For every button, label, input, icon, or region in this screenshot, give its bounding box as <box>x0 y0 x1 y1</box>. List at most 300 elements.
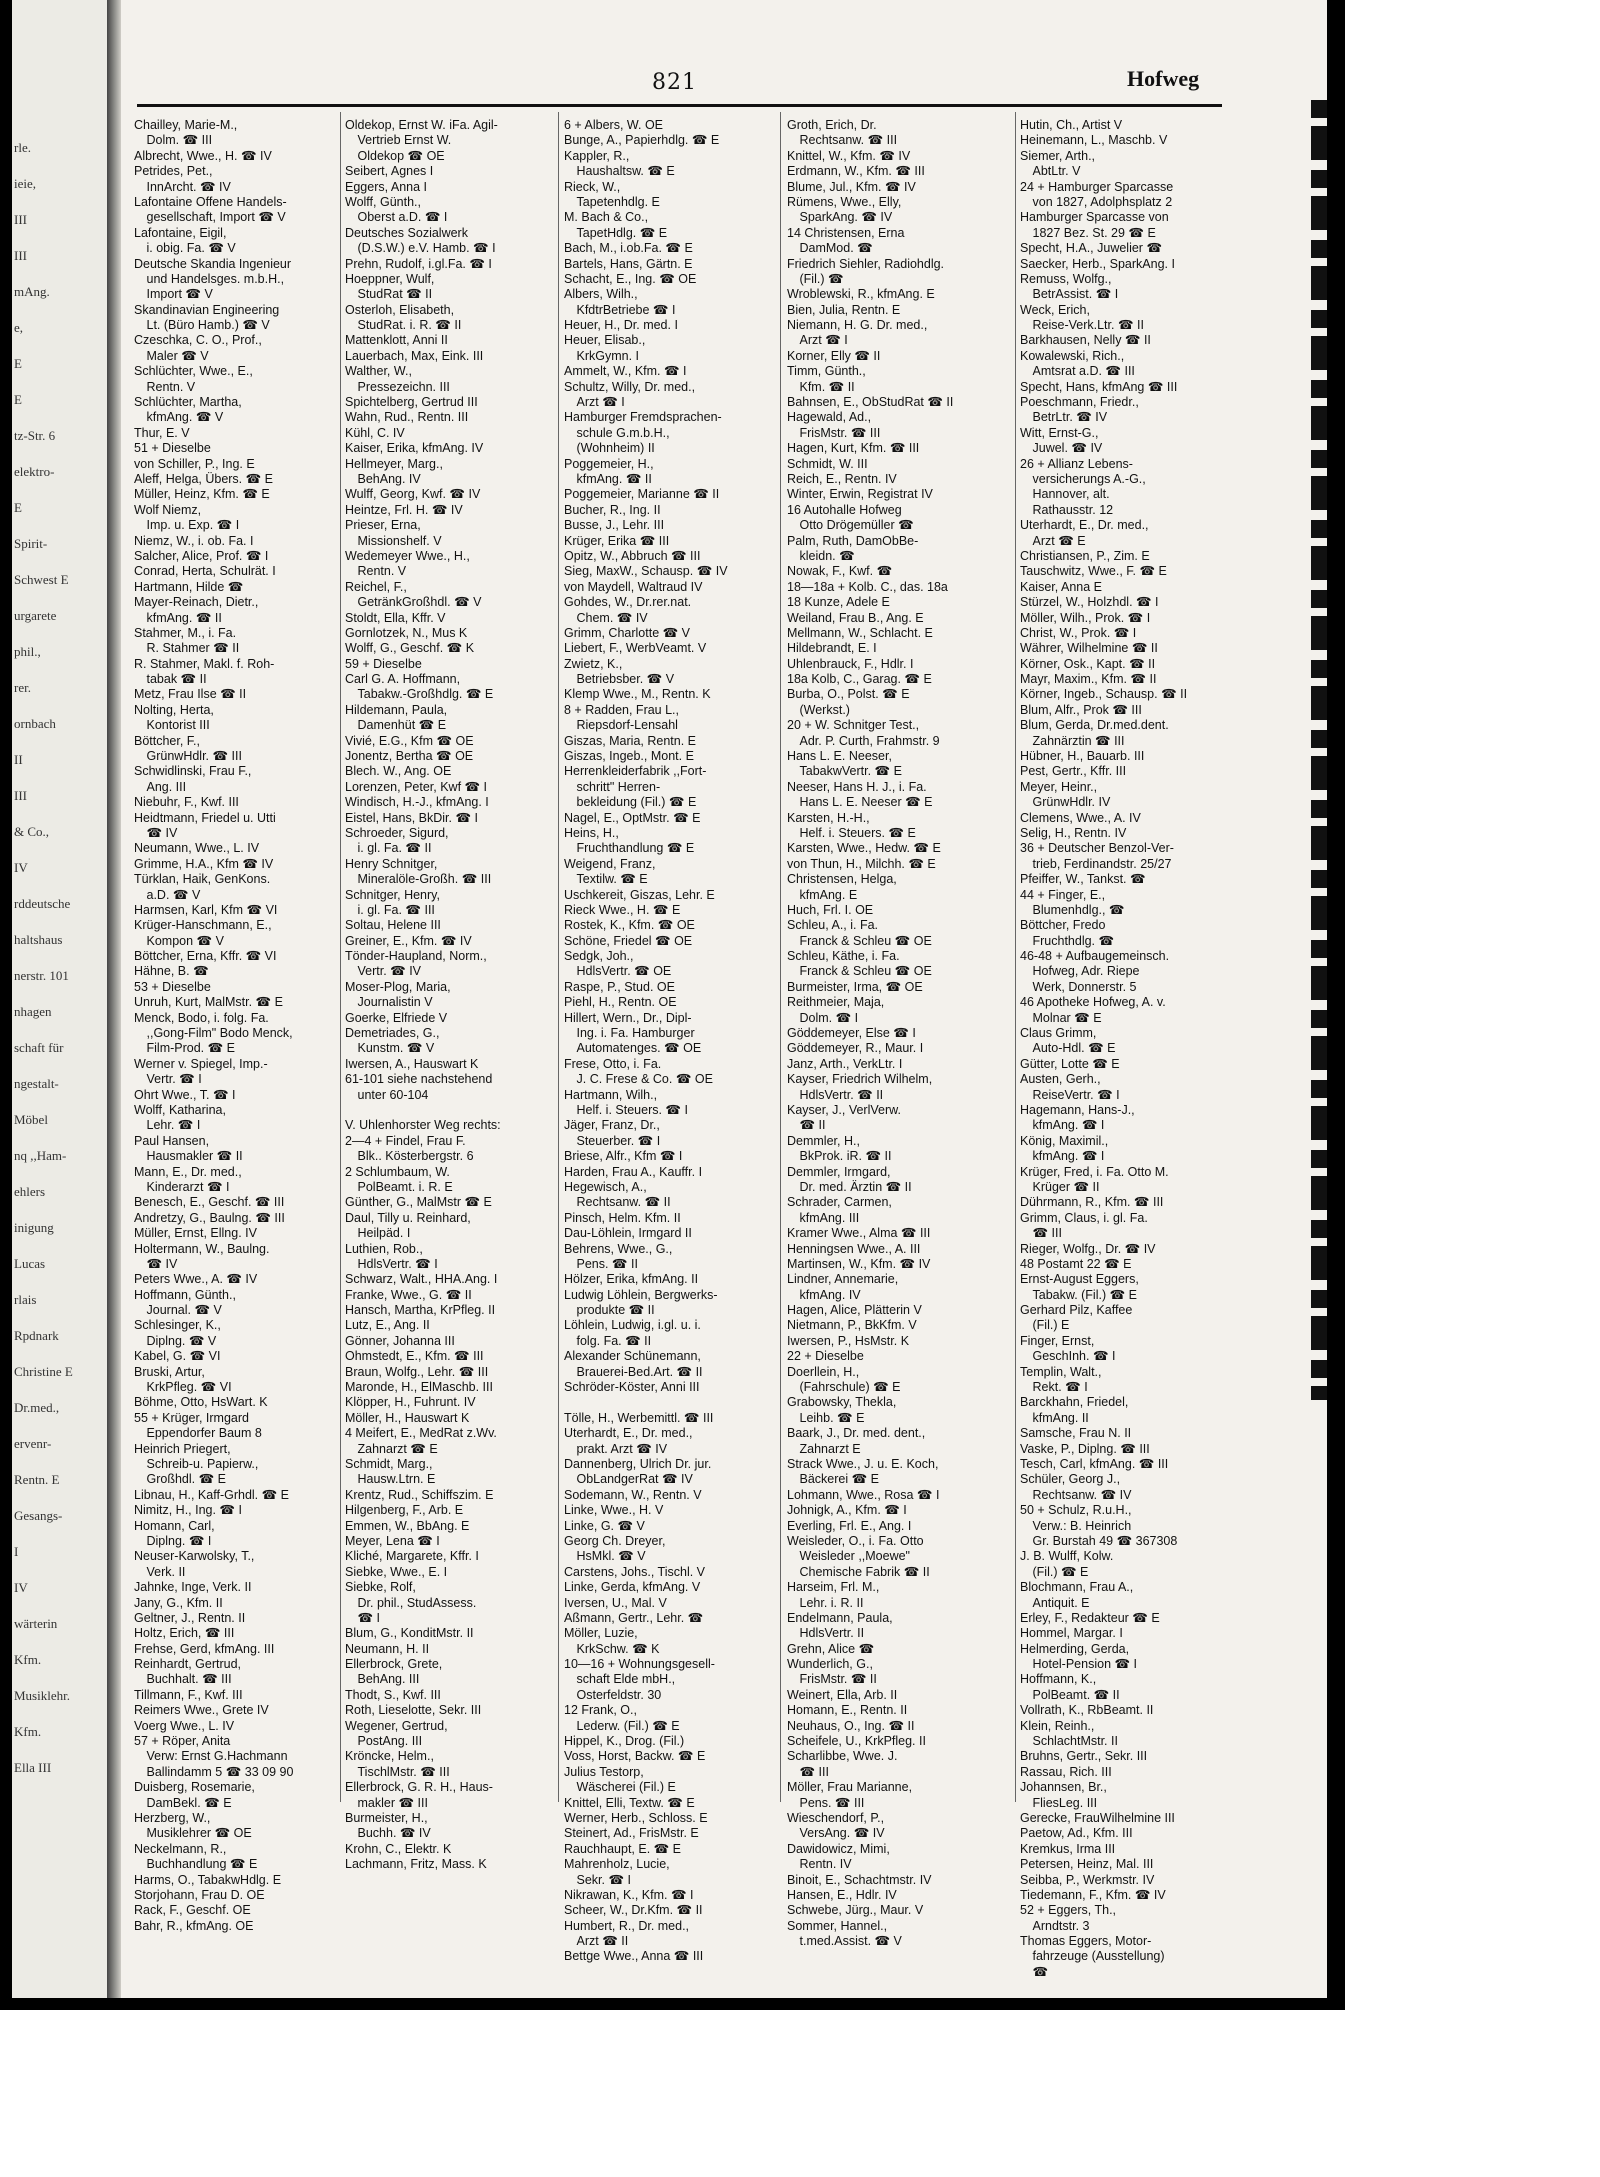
directory-entry-line: Amtsrat a.D. ☎ III <box>1020 364 1135 379</box>
previous-page-fragment: ngestalt- <box>14 1076 59 1091</box>
directory-entry-line: Kayser, J., VerlVerw. <box>787 1103 901 1117</box>
previous-page-fragment: Dr.med., <box>14 1400 60 1415</box>
directory-entry-line: ☎ I <box>345 1610 381 1625</box>
directory-entry-line: Deutsche Skandia Ingenieur <box>134 256 292 271</box>
directory-entry-line: i. obig. Fa. ☎ V <box>134 241 236 256</box>
directory-entry-line: Albrecht, Wwe., H. ☎ IV <box>134 148 272 163</box>
directory-entry-line: AbtLtr. V <box>1020 164 1081 179</box>
directory-entry-line: Reimers Wwe., Grete IV <box>134 1703 269 1718</box>
column-divider <box>340 112 341 1802</box>
directory-entry-line: kfmAng. E <box>787 887 858 902</box>
directory-entry-line: Türklan, Haik, GenKons. <box>134 872 271 887</box>
directory-entry-line: Iwersen, P., HsMstr. K <box>787 1333 910 1348</box>
directory-entry-line: Verw.: B. Heinrich <box>1020 1518 1132 1533</box>
directory-entry-line: Briese, Alfr., Kfm ☎ I <box>564 1149 683 1164</box>
directory-entry-line: makler ☎ III <box>345 1795 428 1810</box>
directory-entry-line: HdlsVertr. ☎ I <box>345 1256 438 1271</box>
directory-entry-line: kfmAng. IV <box>787 1287 861 1302</box>
directory-entry-line: Uschkereit, Giszas, Lehr. E <box>564 887 715 902</box>
directory-entry-line: Helmerding, Gerda, <box>1020 1641 1130 1656</box>
directory-entry-line: Blumenhdlg., ☎ <box>1020 902 1125 917</box>
directory-entry-line: Kunstm. ☎ V <box>345 1041 435 1056</box>
directory-entry-line: 24 + Hamburger Sparcasse <box>1020 179 1174 194</box>
directory-entry-line: Bien, Julia, Rentn. E <box>787 302 901 317</box>
column-5 <box>1020 118 1225 1980</box>
directory-entry-line: Mayr, Maxim., Kfm. ☎ II <box>1020 672 1157 687</box>
directory-entry-line: Opitz, W., Abbruch ☎ III <box>564 548 701 563</box>
directory-entry-line: Gerhard Pilz, Kaffee <box>1020 1303 1133 1318</box>
directory-entry-line: Rümens, Wwe., Elly, <box>787 194 902 209</box>
directory-entry-line: Seibert, Agnes I <box>345 164 434 179</box>
directory-entry-line: Dolm. ☎ I <box>787 1010 859 1025</box>
directory-entry-line: Hübner, H., Bauarb. III <box>1020 749 1145 764</box>
previous-page-fragment: rlais <box>14 1292 37 1307</box>
directory-entry-line: Krüger ☎ II <box>1020 1179 1100 1194</box>
directory-entry-line: Blochmann, Frau A., <box>1020 1580 1134 1595</box>
directory-entry-line: Czeschka, C. O., Prof., <box>134 333 262 348</box>
directory-entry-line: Jäger, Franz, Dr., <box>564 1118 660 1133</box>
directory-entry-line: HdlsVertr. II <box>787 1626 865 1641</box>
directory-entry-line: Braun, Wolfg., Lehr. ☎ III <box>345 1364 489 1379</box>
directory-entry-line: Remuss, Wolfg., <box>1020 271 1112 286</box>
directory-entry-line: Antiquit. E <box>1020 1595 1090 1610</box>
directory-entry-line: J. B. Wulff, Kolw. <box>1020 1549 1114 1564</box>
directory-entry-line: schritt" Herren- <box>564 779 661 794</box>
directory-entry-line: Maronde, H., ElMaschb. III <box>345 1380 493 1395</box>
directory-entry-line: Musiklehrer ☎ OE <box>134 1826 252 1841</box>
directory-entry-line: Hildemann, Paula, <box>345 702 448 717</box>
directory-entry-line: Dannenberg, Ulrich Dr. jur. <box>564 1456 712 1471</box>
directory-entry-line: Meyer, Heinr., <box>1020 779 1098 794</box>
directory-entry-line: Baark, J., Dr. med. dent., <box>787 1426 926 1441</box>
directory-entry-line: Harden, Frau A., Kauffr. I <box>564 1164 703 1179</box>
directory-entry-line: Ohmstedt, E., Kfm. ☎ III <box>345 1349 484 1364</box>
directory-entry-line: TabakwVertr. ☎ E <box>787 764 902 779</box>
directory-entry-line: Fruchthdlg. ☎ <box>1020 933 1115 948</box>
directory-entry-line: Rechtsanw. ☎ III <box>787 133 898 148</box>
directory-entry-line: Huch, Frl. I. OE <box>787 902 874 917</box>
previous-page-fragment: IV <box>14 1580 28 1595</box>
directory-entry-line: Rieck, W., <box>564 179 621 194</box>
directory-entry-line: Mineralöle-Großh. ☎ III <box>345 872 492 887</box>
gutter-shadow <box>107 0 121 1998</box>
directory-entry-line: KfdtrBetriebe ☎ I <box>564 302 676 317</box>
directory-entry-line: Albers, Wilh., <box>564 287 638 302</box>
directory-entry-line: Schrader, Carmen, <box>787 1195 892 1210</box>
directory-entry-line: Tauschwitz, Wwe., F. ☎ E <box>1020 564 1167 579</box>
directory-entry-line: ObLandgerRat ☎ IV <box>564 1472 693 1487</box>
directory-entry-line: Hagewald, Ad., <box>787 410 872 425</box>
directory-entry-line: FrisMstr. ☎ III <box>787 425 881 440</box>
directory-entry-line: kfmAng. ☎ I <box>1020 1149 1105 1164</box>
directory-entry-line: Arndtstr. 3 <box>1020 1918 1090 1933</box>
directory-entry-line: Demetriades, G., <box>345 1026 440 1041</box>
directory-entry-line: Meyer, Lena ☎ I <box>345 1533 440 1548</box>
directory-entry-line: Automatenges. ☎ OE <box>564 1041 702 1056</box>
directory-entry-line: Dawidowicz, Mimi, <box>787 1841 890 1856</box>
directory-entry-line: Witt, Ernst-G., <box>1020 425 1099 440</box>
directory-entry-line: Scheer, W., Dr.Kfm. ☎ II <box>564 1903 703 1918</box>
directory-entry-line: Rechtsanw. ☎ IV <box>1020 1487 1132 1502</box>
directory-entry-line: 26 + Allianz Lebens- <box>1020 456 1133 471</box>
previous-page-fragment: E <box>14 500 22 515</box>
directory-entry-line: Homann, Carl, <box>134 1518 215 1533</box>
directory-entry-line: Gornlotzek, N., Mus K <box>345 625 468 640</box>
directory-entry-line: Windisch, H.-J., kfmAng. I <box>345 795 489 810</box>
directory-entry-line: Timm, Günth., <box>787 364 866 379</box>
directory-entry-line: Wolf Niemz, <box>134 502 202 517</box>
directory-entry-line: Nikrawan, K., Kfm. ☎ I <box>564 1887 694 1902</box>
directory-entry-line: Bruhns, Gertr., Sekr. III <box>1020 1749 1148 1764</box>
directory-entry-line: Ohrt Wwe., T. ☎ I <box>134 1087 236 1102</box>
directory-entry-line: Vertrieb Ernst W. <box>345 133 452 148</box>
directory-entry-line: Aleff, Helga, Übers. ☎ E <box>134 471 274 486</box>
directory-entry-line: Neeser, Hans H. J., i. Fa. <box>787 779 927 794</box>
directory-entry-line: Hofweg, Adr. Riepe <box>1020 964 1140 979</box>
directory-entry-line: Journalistin V <box>345 995 433 1010</box>
directory-entry-line: Nolting, Herta, <box>134 702 214 717</box>
directory-entry-line: Auto-Hdl. ☎ E <box>1020 1041 1116 1056</box>
directory-entry-line: Verw: Ernst G.Hachmann <box>134 1749 288 1764</box>
directory-entry-line: Gönner, Johanna III <box>345 1333 455 1348</box>
directory-entry-line: Lutz, E., Ang. II <box>345 1318 430 1333</box>
directory-entry-line: Schüler, Georg J., <box>1020 1472 1121 1487</box>
previous-page-fragment: urgarete <box>14 608 57 623</box>
directory-entry-line: J. C. Frese & Co. ☎ OE <box>564 1072 713 1087</box>
directory-entry-line: 8 + Radden, Frau L., <box>564 702 680 717</box>
directory-entry-line: 48 Postamt 22 ☎ E <box>1020 1256 1132 1271</box>
directory-entry-line: Zahnarzt ☎ E <box>345 1441 438 1456</box>
directory-entry-line: Specht, Hans, kfmAng ☎ III <box>1020 379 1178 394</box>
directory-entry-line: Siebke, Wwe., E. I <box>345 1564 448 1579</box>
directory-entry-line: Roth, Lieselotte, Sekr. III <box>345 1703 482 1718</box>
directory-entry-line: Arzt ☎ E <box>1020 533 1086 548</box>
directory-entry-line: Kfm. ☎ II <box>787 379 855 394</box>
directory-entry-line: Piehl, H., Rentn. OE <box>564 995 677 1010</box>
directory-entry-line: Wolff, Günth., <box>345 194 421 209</box>
directory-entry-line: Rauchhaupt, E. ☎ E <box>564 1841 682 1856</box>
directory-entry-line: Hildebrandt, E. I <box>787 641 877 656</box>
directory-entry-line: kleidn. ☎ <box>787 548 855 563</box>
directory-entry-line: Gütter, Lotte ☎ E <box>1020 1056 1120 1071</box>
directory-entry-line: BetrLtr. ☎ IV <box>1020 410 1108 425</box>
directory-entry-line: Helf. i. Steuers. ☎ E <box>787 825 916 840</box>
directory-entry-line: Lachmann, Fritz, Mass. K <box>345 1857 487 1872</box>
directory-entry-line: ☎ IV <box>134 825 178 840</box>
directory-entry-line: Kramer Wwe., Alma ☎ III <box>787 1226 931 1241</box>
directory-entry-line: Claus Grimm, <box>1020 1026 1097 1041</box>
directory-entry-line: Knittel, W., Kfm. ☎ IV <box>787 148 911 163</box>
directory-entry-line: Barkhausen, Nelly ☎ II <box>1020 333 1151 348</box>
directory-entry-line: Pressezeichn. III <box>345 379 450 394</box>
directory-entry-line: Friedrich Siehler, Radiohdlg. <box>787 256 945 271</box>
directory-entry-line: Johnigk, A., Kfm. ☎ I <box>787 1503 907 1518</box>
directory-entry-line: Alexander Schünemann, <box>564 1349 701 1364</box>
directory-entry-line: Templin, Walt., <box>1020 1364 1102 1379</box>
directory-entry-line: DamMod. ☎ <box>787 241 873 256</box>
directory-entry-line: Schwidlinski, Frau F., <box>134 764 252 779</box>
directory-entry-line: Franck & Schleu ☎ OE <box>787 964 932 979</box>
directory-entry-line: M. Bach & Co., <box>564 210 649 225</box>
directory-entry-line: BehAng. III <box>345 1672 420 1687</box>
directory-entry-line: TischlMstr. ☎ III <box>345 1764 450 1779</box>
directory-entry-line: Neumann, H. II <box>345 1641 430 1656</box>
directory-entry-line: Lohmann, Wwe., Rosa ☎ I <box>787 1487 940 1502</box>
directory-entry-line: Jahnke, Inge, Verk. II <box>134 1580 252 1595</box>
directory-entry-line: und Handelsges. m.b.H., <box>134 271 285 286</box>
directory-entry-line: Duisberg, Rosemarie, <box>134 1780 255 1795</box>
directory-entry-line: Scharlibbe, Wwe. J. <box>787 1749 898 1764</box>
directory-entry-line: Holtz, Erich, ☎ III <box>134 1626 235 1641</box>
directory-entry-line: Grimm, Claus, i. gl. Fa. <box>1020 1210 1148 1225</box>
directory-entry-line: Menck, Bodo, i. folg. Fa. <box>134 1010 269 1025</box>
directory-entry-line: 18—18a + Kolb. C., das. 18a <box>787 579 948 594</box>
directory-entry-line: 18a Kolb, C., Garag. ☎ E <box>787 672 932 687</box>
directory-entry-line: Nagel, E., OptMstr. ☎ E <box>564 810 701 825</box>
directory-entry-line: Hartmann, Hilde ☎ <box>134 579 244 594</box>
directory-entry-line: Reinhardt, Gertrud, <box>134 1657 241 1672</box>
directory-entry-line: Wieschendorf, P., <box>787 1810 885 1825</box>
directory-entry-line: GrünwHdlr. ☎ III <box>134 749 242 764</box>
directory-entry-line: (Fahrschule) ☎ E <box>787 1380 901 1395</box>
directory-entry-line: Buchhandlung ☎ E <box>134 1857 258 1872</box>
column-divider <box>1015 112 1016 1802</box>
directory-entry-line: StudRat ☎ II <box>345 287 433 302</box>
directory-entry-line: Schleu, A., i. Fa. <box>787 918 879 933</box>
directory-entry-line: ☎ <box>1020 1964 1049 1979</box>
directory-entry-line: Busse, J., Lehr. III <box>564 518 665 533</box>
directory-entry-line: Möller, H., Hauswart K <box>345 1410 470 1425</box>
directory-entry-line: BkProk. iR. ☎ II <box>787 1149 892 1164</box>
directory-entry-line: Schwarz, Walt., HHA.Ang. I <box>345 1272 498 1287</box>
directory-entry-line: Hansch, Martha, KrPfleg. II <box>345 1303 496 1318</box>
directory-entry-line: Schultz, Willy, Dr. med., <box>564 379 696 394</box>
previous-page-fragment: tz-Str. 6 <box>14 428 56 443</box>
directory-entry-line: Grabowsky, Thekla, <box>787 1395 897 1410</box>
directory-entry-line: KrkPfleg. ☎ VI <box>134 1380 232 1395</box>
directory-entry-line: Weigend, Franz, <box>564 856 656 871</box>
previous-page-fragment: rddeutsche <box>14 896 71 911</box>
directory-entry-line: Stahmer, M., i. Fa. <box>134 625 237 640</box>
directory-entry-line: Stürzel, W., Holzhdl. ☎ I <box>1020 595 1159 610</box>
directory-entry-line: Zwietz, K., <box>564 656 623 671</box>
directory-entry-line: Heinrich Priegert, <box>134 1441 231 1456</box>
directory-entry-line: Schleu, Käthe, i. Fa. <box>787 949 900 964</box>
directory-entry-line: PostAng. III <box>345 1734 423 1749</box>
directory-entry-line: Uterhardt, E., Dr. med., <box>1020 518 1149 533</box>
directory-entry-line: Hamburger Fremdsprachen- <box>564 410 722 425</box>
directory-entry-line: Doerllein, H., <box>787 1364 860 1379</box>
previous-page-fragment: E <box>14 392 22 407</box>
directory-entry-line <box>345 1103 551 1118</box>
directory-entry-line: Bartels, Hans, Gärtn. E <box>564 256 693 271</box>
directory-entry-line: (Fil.) ☎ <box>787 271 844 286</box>
directory-entry-line: Homann, E., Rentn. II <box>787 1703 908 1718</box>
directory-entry-line: a.D. ☎ V <box>134 887 201 902</box>
directory-entry-line: Krohn, C., Elektr. K <box>345 1841 452 1856</box>
directory-entry-line: Sieg, MaxW., Schausp. ☎ IV <box>564 564 728 579</box>
directory-entry-line: Heuer, H., Dr. med. I <box>564 318 678 333</box>
directory-entry-line: Neuhaus, O., Ing. ☎ II <box>787 1718 915 1733</box>
directory-entry-line: Kayser, Friedrich Wilhelm, <box>787 1072 933 1087</box>
directory-entry-line: Holtermann, W., Baulng. <box>134 1241 270 1256</box>
directory-entry-line: Grimm, Charlotte ☎ V <box>564 625 691 640</box>
directory-entry-line: Schöne, Friedel ☎ OE <box>564 933 693 948</box>
directory-entry-line: Blk.. Kösterbergstr. 6 <box>345 1149 474 1164</box>
directory-entry-line: Sommer, Hannel., <box>787 1918 888 1933</box>
previous-page-fragment: Musiklehr. <box>14 1688 70 1703</box>
directory-entry-line: Georg Ch. Dreyer, <box>564 1533 666 1548</box>
directory-entry-line: Martinsen, W., Kfm. ☎ IV <box>787 1256 931 1271</box>
directory-entry-line: Ellerbrock, Grete, <box>345 1657 443 1672</box>
directory-entry-line: 61-101 siehe nachstehend <box>345 1072 493 1087</box>
directory-entry-line: Christiansen, P., Zim. E <box>1020 548 1150 563</box>
directory-entry-line: Helf. i. Steuers. ☎ I <box>564 1103 688 1117</box>
directory-entry-line: Möller, Luzie, <box>564 1626 638 1641</box>
directory-entry-line: Gerecke, FrauWilhelmine III <box>1020 1810 1175 1825</box>
directory-entry-line: Humbert, R., Dr. med., <box>564 1918 690 1933</box>
directory-entry-line: Deutsches Sozialwerk <box>345 225 468 240</box>
directory-entry-line: Vivié, E.G., Kfm ☎ OE <box>345 733 474 748</box>
previous-page-fragment: inigung <box>14 1220 54 1235</box>
directory-entry-line: Blum, Gerda, Dr.med.dent. <box>1020 718 1169 733</box>
directory-entry-line: Palm, Ruth, DamObBe- <box>787 533 919 548</box>
previous-page-strip <box>12 0 110 1998</box>
directory-entry-line: Wolff, G., Geschf. ☎ K <box>345 641 475 656</box>
previous-page-fragment: III <box>14 248 27 263</box>
directory-entry-line: Hommel, Margar. I <box>1020 1626 1123 1641</box>
previous-page-fragment: nerstr. 101 <box>14 968 69 983</box>
directory-entry-line: Specht, H.A., Juwelier ☎ <box>1020 241 1163 256</box>
directory-entry-line: Erley, F., Redakteur ☎ E <box>1020 1610 1160 1625</box>
directory-entry-line: Wunderlich, G., <box>787 1657 873 1672</box>
directory-entry-line: Barckhahn, Friedel, <box>1020 1395 1129 1410</box>
directory-entry-line: Jonentz, Bertha ☎ OE <box>345 749 474 764</box>
directory-entry-line: schaft Elde mbH., <box>564 1672 676 1687</box>
directory-entry-line: 51 + Dieselbe <box>134 441 211 456</box>
directory-entry-line: Groth, Erich, Dr. <box>787 118 877 132</box>
directory-entry-line: 57 + Röper, Anita <box>134 1734 231 1749</box>
directory-entry-line: Dührmann, R., Kfm. ☎ III <box>1020 1195 1164 1210</box>
directory-entry-line: Kappler, R., <box>564 148 630 163</box>
directory-entry-line: Scheifele, U., KrkPfleg. II <box>787 1734 926 1749</box>
directory-entry-line: Clemens, Wwe., A. IV <box>1020 810 1141 825</box>
column-4 <box>787 118 1012 1949</box>
directory-entry-line: ☎ IV <box>134 1256 178 1271</box>
directory-entry-line: R. Stahmer, Makl. f. Roh- <box>134 656 275 671</box>
directory-entry-line: Hagen, Alice, Plätterin V <box>787 1303 922 1318</box>
directory-entry-line: Seibba, P., Werkmstr. IV <box>1020 1872 1155 1887</box>
directory-entry-line: Nowak, F., Kwf. ☎ <box>787 564 893 579</box>
directory-entry-line: Werner, Herb., Schloss. E <box>564 1810 708 1825</box>
directory-entry-line: i. gl. Fa. ☎ III <box>345 902 435 917</box>
directory-entry-line: Voerg Wwe., L. IV <box>134 1718 235 1733</box>
directory-entry-line: Damenhüt ☎ E <box>345 718 447 733</box>
directory-entry-line: 12 Frank, O., <box>564 1703 637 1718</box>
directory-entry-line: Sekr. ☎ I <box>564 1872 631 1887</box>
directory-entry-line: Grimme, H.A., Kfm ☎ IV <box>134 856 274 871</box>
directory-entry-line: Schreib-u. Papierw., <box>134 1456 259 1471</box>
directory-entry-line: Paetow, Ad., Kfm. III <box>1020 1826 1133 1841</box>
directory-entry-line: Hartmann, Wilh., <box>564 1087 658 1102</box>
directory-entry-line: TapetHdlg. ☎ E <box>564 225 668 240</box>
directory-entry-line: Demmler, Irmgard, <box>787 1164 891 1179</box>
directory-entry-line: Binoit, E., Schachtmstr. IV <box>787 1872 932 1887</box>
directory-entry-line: Hoffmann, Günth., <box>134 1287 236 1302</box>
directory-entry-line: Betriebsber. ☎ V <box>564 672 675 687</box>
directory-entry-line: GetränkGroßhdl. ☎ V <box>345 595 482 610</box>
directory-entry-line: Bruski, Artur, <box>134 1364 205 1379</box>
directory-entry-line: Bunge, A., Papierhdlg. ☎ E <box>564 133 720 148</box>
directory-entry-line: Lindner, Annemarie, <box>787 1272 899 1287</box>
directory-entry-line: Mann, E., Dr. med., <box>134 1164 242 1179</box>
directory-entry-line: Zahnarzt E <box>787 1441 861 1456</box>
directory-entry-line: Wroblewski, R., kfmAng. E <box>787 287 935 302</box>
directory-entry-line: Schröder-Köster, Anni III <box>564 1380 700 1395</box>
directory-entry-line: DamBekl. ☎ E <box>134 1795 232 1810</box>
directory-entry-line: Thur, E. V <box>134 425 190 440</box>
directory-entry-line: Böttcher, Fredo <box>1020 918 1106 933</box>
directory-entry-line: Petersen, Heinz, Mal. III <box>1020 1857 1154 1872</box>
directory-entry-line: Osterfeldstr. 30 <box>564 1687 662 1702</box>
directory-entry-line: Weinert, Ella, Arb. II <box>787 1687 898 1702</box>
previous-page-fragment: Lucas <box>14 1256 46 1271</box>
previous-page-fragment: Gesangs- <box>14 1508 63 1523</box>
directory-entry-line: 55 + Krüger, Irmgard <box>134 1410 249 1425</box>
directory-entry-line: Riepsdorf-Lensahl <box>564 718 678 733</box>
directory-entry-line: 22 + Dieselbe <box>787 1349 864 1364</box>
directory-entry-line: 46-48 + Aufbaugemeinsch. <box>1020 949 1170 964</box>
directory-entry-line: (Fil.) E <box>1020 1318 1070 1333</box>
directory-entry-line: Hans L. E. Neeser ☎ E <box>787 795 933 810</box>
previous-page-fragment: ehlers <box>14 1184 46 1199</box>
directory-entry-line: Bettge Wwe., Anna ☎ III <box>564 1949 704 1964</box>
directory-entry-line: Hansen, E., Hdlr. IV <box>787 1887 897 1902</box>
directory-entry-line: (D.S.W.) e.V. Hamb. ☎ I <box>345 241 496 256</box>
directory-entry-line: Hellmeyer, Marg., <box>345 456 443 471</box>
directory-entry-line: Schmidt, W. III <box>787 456 868 471</box>
directory-entry-line: gesellschaft, Import ☎ V <box>134 210 286 225</box>
previous-page-fragment: e, <box>14 320 24 335</box>
directory-entry-line: Poeschmann, Friedr., <box>1020 395 1139 410</box>
directory-entry-line: Löhlein, Ludwig, i.gl. u. i. <box>564 1318 701 1333</box>
directory-entry-line: Sedgk, Joh., <box>564 949 634 964</box>
directory-entry-line: Schacht, E., Ing. ☎ OE <box>564 271 697 286</box>
directory-entry-line: Hagen, Kurt, Kfm. ☎ III <box>787 441 920 456</box>
thumb-index-marks <box>1311 100 1327 1400</box>
directory-entry-line: Kontorist III <box>134 718 210 733</box>
previous-page-fragment: III <box>14 788 27 803</box>
column-3 <box>564 118 769 1965</box>
previous-page-fragment: Christine E <box>14 1364 73 1379</box>
directory-entry-line: Reichel, F., <box>345 579 407 594</box>
directory-entry-line: Herrenkleiderfabrik ,,Fort- <box>564 764 707 779</box>
directory-entry-line: Ballindamm 5 ☎ 33 09 90 <box>134 1764 294 1779</box>
directory-entry-line: Nimitz, H., Ing. ☎ I <box>134 1503 242 1518</box>
directory-entry-line: Heins, H., <box>564 825 619 840</box>
directory-entry-line: Linke, Wwe., H. V <box>564 1503 664 1518</box>
directory-entry-line: Lafontaine, Eigil, <box>134 225 227 240</box>
directory-entry-line: Vertr. ☎ I <box>134 1072 202 1087</box>
directory-entry-line: unter 60-104 <box>345 1087 429 1102</box>
directory-entry-line: Kompon ☎ V <box>134 933 224 948</box>
directory-entry-line: HsMkl. ☎ V <box>564 1549 646 1564</box>
directory-entry-line: Frese, Otto, i. Fa. <box>564 1056 662 1071</box>
directory-entry-line: Steuerber. ☎ I <box>564 1133 661 1148</box>
directory-entry-line: Peters Wwe., A. ☎ IV <box>134 1272 258 1287</box>
directory-entry-line: Schnitger, Henry, <box>345 887 440 902</box>
directory-entry-line: Dr. phil., StudAssess. <box>345 1595 477 1610</box>
